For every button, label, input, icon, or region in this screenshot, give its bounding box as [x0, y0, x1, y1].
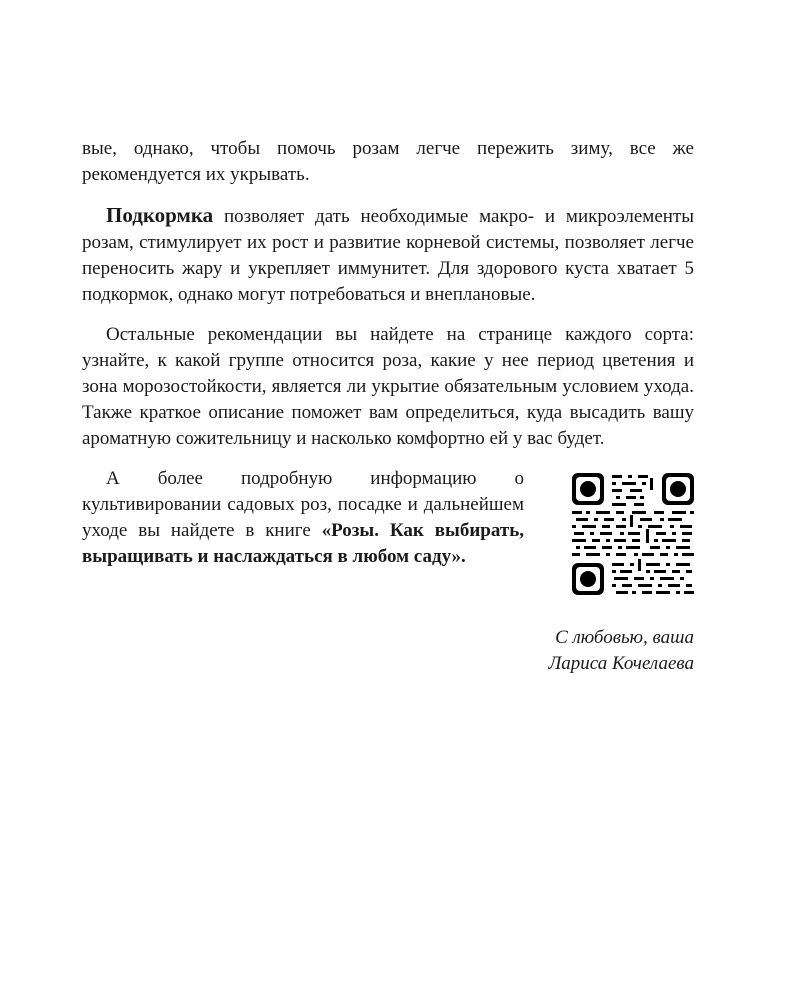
page-content [82, 136, 694, 677]
author-signature [82, 625, 694, 677]
paragraph-feeding [82, 202, 694, 308]
signature-line-author: Лариса Кочелаева [548, 653, 694, 674]
paragraph-text: А более подробную информацию о культивировании садовых роз, посадке и дальнейшем уходе вы найдете в книге [82, 468, 524, 541]
paragraph-text: Остальные рекомендации вы найдете на странице каждого сорта: узнайте, к какой группе относится роза, какие у нее период цветения и зона морозостойкости, является ли укрытие обязательным условием ухода. Также краткое описание поможет вам определиться, куда высадить вашу ароматную сожительницу и насколько комфортно ей у вас будет. [82, 324, 694, 449]
signature-line-greeting: С любовью, ваша [555, 627, 694, 648]
paragraph-text: . [461, 546, 466, 567]
feeding-heading: Подкормка [106, 203, 214, 227]
paragraph-text: позволяет дать необходимые макро- и микроэлементы розам, стимулирует их рост и развитие корневой системы, позволяет легче переносить жару и укрепляет иммунитет. Для здорового куста хватает 5 подкормок, однако могут потребоваться и внеплановые. [82, 206, 694, 305]
paragraph-recommendations [82, 322, 694, 452]
paragraph-winter-cover [82, 136, 694, 188]
book-title-link: «Розы. Как выбирать, выращивать и наслаждаться в любом саду» [82, 520, 524, 567]
qr-code-icon[interactable] [572, 473, 694, 595]
book-reference-block [82, 466, 694, 595]
paragraph-text: вые, однако, чтобы помочь розам легче пережить зиму, все же рекомендуется их укрывать. [82, 138, 694, 185]
paragraph-book-reference [82, 466, 524, 570]
